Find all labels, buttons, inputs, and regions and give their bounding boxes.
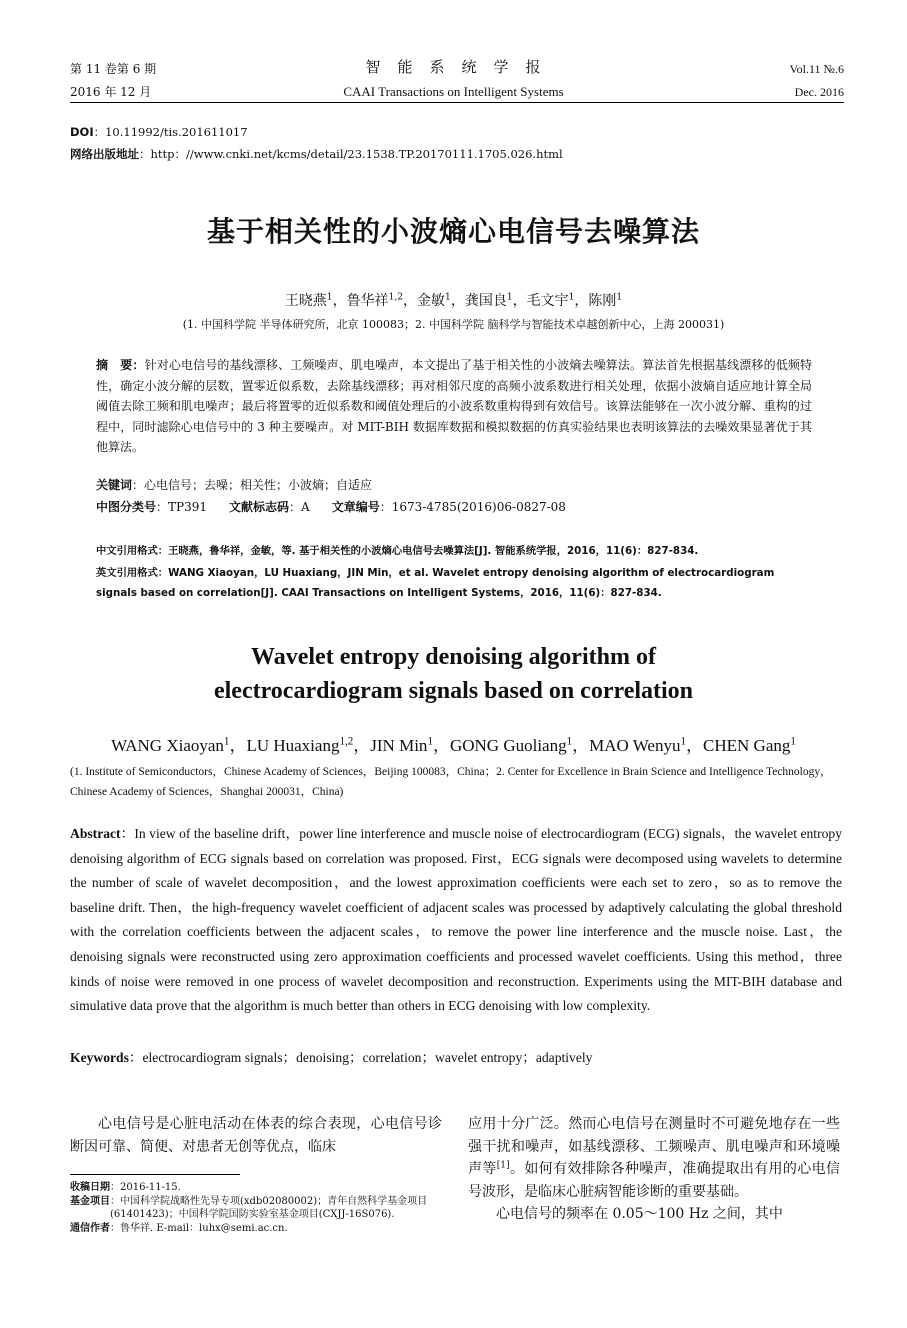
- author-cn: [527, 293, 589, 309]
- header-volume-cn: 第 11 卷第 6 期: [70, 62, 157, 76]
- received-label: 收稿日期: [70, 1182, 110, 1193]
- author-en-sep: ，: [686, 736, 704, 755]
- citation-en: [96, 563, 812, 603]
- author-en: [703, 736, 796, 755]
- citation-cn-label: 中文引用格式：: [96, 545, 169, 557]
- author-en-name: MAO Wenyu: [589, 736, 681, 755]
- author-cn-name: 王晓燕: [284, 293, 327, 309]
- body-paragraph: 心电信号的频率在 0.05～100 Hz 之间，其中: [496, 1206, 783, 1222]
- online-url-line: [70, 144, 563, 164]
- author-en-sep: ，: [572, 736, 590, 755]
- fund-label: 基金项目: [70, 1195, 110, 1207]
- fund-value: ：中国科学院战略性先导专项(xdb02080002)；青年自然科学基金项目(61401423)；中国科学院国防实验室基金项目(CXJJ-16S076).: [110, 1195, 428, 1220]
- body-left-column: [70, 1113, 442, 1158]
- abstract-en: [70, 822, 842, 1019]
- keywords-cn-label: 关键词: [96, 478, 133, 492]
- keywords-cn-text: ：心电信号；去噪；相关性；小波熵；自适应: [132, 478, 373, 492]
- header-volume-en: Vol.11 №.6: [789, 62, 844, 76]
- author-cn-name: 金敏: [417, 293, 446, 309]
- received-value: ：2016-11-15.: [110, 1182, 181, 1193]
- author-en: [589, 736, 703, 755]
- footnote-rule: [70, 1174, 240, 1175]
- body-text: 。如何有效排除各种噪声，准确提取出有用的心电信号波形，是临床心脏病智能诊断的重要基础。: [468, 1161, 841, 1200]
- author-en-aff: 1: [427, 735, 433, 748]
- author-cn-name: 陈刚: [588, 293, 617, 309]
- online-url-label: 网络出版地址: [70, 147, 139, 161]
- citation-en-label: 英文引用格式：: [96, 567, 169, 579]
- keywords-cn: [96, 474, 372, 496]
- header-journal-en: CAAI Transactions on Intelligent Systems: [343, 84, 564, 99]
- paper-title-en: [0, 640, 907, 708]
- author-cn: [285, 293, 347, 309]
- abstract-cn: [96, 355, 812, 458]
- author-cn-aff: 1: [568, 292, 575, 303]
- paper-title-en-line2: electrocardiogram signals based on correlation: [213, 678, 694, 704]
- body-text: 应用十分广泛。然而心电信号在测量时不可避免地存在一些强干扰和噪声，如基线漂移、工频噪声、肌电噪声和环境噪声等: [468, 1116, 840, 1177]
- citation-cn: [96, 541, 812, 561]
- author-cn-aff: 1,2: [388, 292, 404, 303]
- keywords-en-text: ：electrocardiogram signals；denoising；correlation；wavelet entropy；adaptively: [128, 1050, 593, 1065]
- reference-marker[interactable]: [1]: [496, 1160, 510, 1171]
- author-en-sep: ，: [229, 736, 247, 755]
- author-en-name: LU Huaxiang: [246, 736, 340, 755]
- author-cn: [465, 293, 527, 309]
- affiliation-cn: (1. 中国科学院 半导体研究所，北京 100083；2. 中国科学院 脑科学与智能技术卓越创新中心，上海 200031): [182, 318, 725, 331]
- author-en-aff: 1: [566, 735, 573, 748]
- corresponding-value: ：鲁华祥. E-mail：luhx@semi.ac.cn.: [110, 1222, 288, 1234]
- author-cn-aff: 1: [445, 292, 451, 303]
- footnote-fund: [70, 1195, 450, 1222]
- abstract-en-label: Abstract: [70, 826, 121, 841]
- author-cn: [588, 293, 622, 309]
- article-no-value: ：1673-4785(2016)06-0827-08: [379, 500, 566, 514]
- author-cn-sep: ，: [332, 293, 347, 309]
- author-en-sep: ，: [432, 736, 450, 755]
- author-en-name: GONG Guoliang: [449, 736, 567, 755]
- author-en: [450, 736, 589, 755]
- header-journal-cn: 智 能 系 统 学 报: [365, 58, 542, 76]
- author-cn-aff: 1: [326, 292, 333, 303]
- author-cn-sep: ，: [403, 293, 418, 309]
- author-cn-sep: ，: [574, 293, 589, 309]
- footnote-received: [70, 1181, 450, 1195]
- author-cn-name: 龚国良: [464, 293, 507, 309]
- footnote-corresponding: [70, 1222, 450, 1236]
- corresponding-label: 通信作者: [70, 1222, 110, 1234]
- authors-en: [0, 734, 907, 758]
- author-cn-name: 毛文宇: [526, 293, 569, 309]
- author-en-sep: ，: [353, 736, 371, 755]
- author-cn: [417, 293, 465, 309]
- body-paragraph: 心电信号是心脏电活动在体表的综合表现，心电信号诊断因可靠、简便、对患者无创等优点，临床: [70, 1116, 442, 1155]
- doi-value[interactable]: ：10.11992/tis.201611017: [93, 125, 248, 139]
- author-en-aff: 1,2: [339, 735, 354, 748]
- author-en: [111, 736, 246, 755]
- author-cn-name: 鲁华祥: [346, 293, 389, 309]
- author-cn: [347, 293, 417, 309]
- clc-label: 中图分类号: [96, 500, 157, 514]
- header-rule: [70, 102, 844, 103]
- header-date-cn: 2016 年 12 月: [70, 85, 152, 99]
- author-en-name: WANG Xiaoyan: [111, 736, 224, 755]
- abstract-en-text: ：In view of the baseline drift，power line interference and muscle noise of electrocardiogram (ECG) signals，the wavelet entropy denoising algorithm of ECG signals based on correlation was proposed. First，ECG signals were decomposed using wavelets to determine the number of scale of wavelet decomposition，and the lowest approximation coefficients were each set to zero，so as to remove the baseline drift. Then，the high-frequency wavelet coefficient of adjacent scales was processed by adaptively calculating the global threshold with the correlation coefficients between the adjacent scales，to remove the power line interference and the muscle noise. Last，the denoising signals were reconstructed using zero approximation coefficients and processed wavelet coefficients. Using this method，three kinds of noise were removed in one process of wavelet decomposition and reconstruction. Experiments using the MIT-BIH database and simulative data prove that the algorithm is much better than others in ECG denoising with low complexity.: [70, 826, 842, 1014]
- author-en-name: JIN Min: [370, 736, 428, 755]
- author-en-aff: 1: [790, 735, 796, 748]
- classification-line: [96, 496, 566, 518]
- author-cn-aff: 1: [616, 292, 623, 303]
- citation-cn-text: 王晓燕，鲁华祥，金敏，等. 基于相关性的小波熵心电信号去噪算法[J]. 智能系统学报，2016，11(6)：827-834.: [168, 545, 699, 557]
- author-cn-aff: 1: [506, 292, 513, 303]
- affiliation-en: (1. Institute of Semiconductors，Chinese Academy of Sciences，Beijing 100083，China；2. Center for Excellence in Brain Science and Intelligence Technology，Chinese Academy of Sciences，Shanghai 200031，China): [70, 766, 832, 798]
- author-en-name: CHEN Gang: [703, 736, 791, 755]
- body-right-column: [468, 1113, 840, 1226]
- doc-code-label: 文献标志码: [229, 500, 290, 514]
- header-date-en: Dec. 2016: [794, 85, 844, 99]
- authors-cn: [0, 290, 907, 312]
- author-cn-sep: ，: [512, 293, 527, 309]
- paper-title-en-line1: Wavelet entropy denoising algorithm of: [251, 644, 656, 670]
- author-en-aff: 1: [223, 735, 230, 748]
- online-url-value[interactable]: ：http：//www.cnki.net/kcms/detail/23.1538.TP.20170111.1705.026.html: [139, 147, 563, 161]
- author-en: [370, 736, 450, 755]
- body-paragraph: [468, 1113, 840, 1203]
- keywords-en-label: Keywords: [70, 1050, 129, 1065]
- citation-en-text: WANG Xiaoyan，LU Huaxiang，JIN Min，et al. Wavelet entropy denoising algorithm of electrocardiogram signals based on correlation[J]. CAAI Transactions on Intelligent Systems，2016，11(6)：827-834.: [96, 567, 775, 599]
- doi-line: [70, 122, 248, 142]
- author-cn-sep: ，: [450, 293, 465, 309]
- abstract-cn-label: 摘 要：: [96, 358, 145, 372]
- footnotes: [70, 1181, 450, 1235]
- clc-value: ：TP391: [156, 500, 207, 514]
- paper-title-cn: 基于相关性的小波熵心电信号去噪算法: [206, 215, 700, 248]
- author-en-aff: 1: [680, 735, 687, 748]
- abstract-cn-text: 针对心电信号的基线漂移、工频噪声、肌电噪声，本文提出了基于相关性的小波熵去噪算法。算法首先根据基线漂移的低频特性，确定小波分解的层数，置零近似系数，去除基线漂移；再对相邻尺度的高频小波系数进行相关处理，依据小波熵自适应地计算全局阈值去除工频和肌电噪声；最后将置零的近似系数和阈值处理后的小波系数重构得到有效信号。该算法能够在一次小波分解、重构的过程中，同时滤除心电信号中的 3 种主要噪声。对 MIT-BIH 数据库数据和模拟数据的仿真实验结果也表明该算法的去噪效果显著优于其他算法。: [96, 358, 812, 454]
- doi-label: DOI: [70, 125, 94, 139]
- doc-code-value: ：A: [289, 500, 310, 514]
- article-no-label: 文章编号: [331, 500, 380, 514]
- author-en: [246, 736, 370, 755]
- keywords-en: [70, 1047, 592, 1069]
